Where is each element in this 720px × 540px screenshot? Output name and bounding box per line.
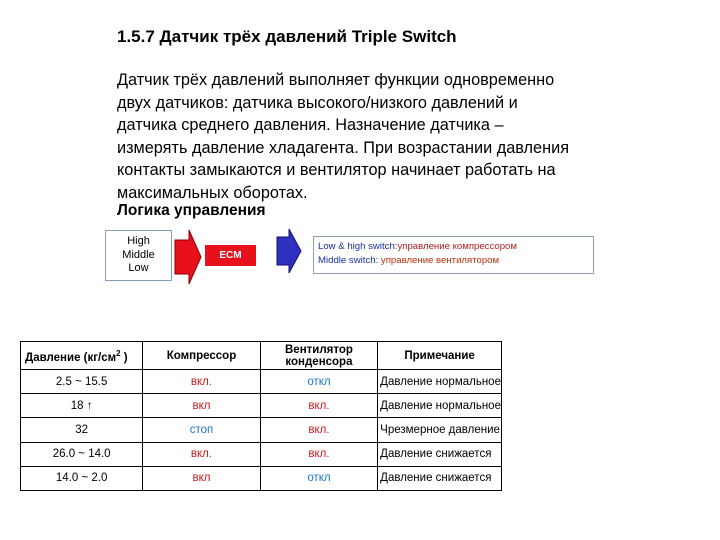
header-fan: Вентилятор конденсора bbox=[260, 342, 377, 370]
output-row: Low & high switch:управление компрессором bbox=[318, 241, 517, 252]
cell-compressor: вкл. bbox=[143, 370, 260, 394]
paragraph-line: Датчик трёх давлений выполняет функции одновременно bbox=[117, 71, 555, 89]
description-paragraph bbox=[117, 69, 637, 204]
paragraph-line: контакты замыкаются и вентилятор начинает работать на bbox=[117, 161, 556, 179]
paragraph-line: измерять давление хладагента. При возрастании давления bbox=[117, 138, 570, 157]
red-arrow-icon bbox=[173, 228, 203, 286]
cell-compressor: вкл bbox=[143, 394, 260, 418]
cell-pressure: 32 bbox=[21, 418, 143, 442]
cell-fan: вкл. bbox=[260, 418, 377, 442]
cell-fan: откл bbox=[260, 466, 377, 490]
table-row bbox=[21, 418, 502, 442]
paragraph-line: двух датчиков: датчика высокого/низкого давлений и bbox=[117, 93, 518, 112]
outputs-box bbox=[313, 236, 594, 274]
pressure-inputs-box bbox=[105, 230, 172, 281]
cell-pressure: 2.5 ~ 15.5 bbox=[21, 370, 143, 394]
table-row bbox=[21, 394, 502, 418]
input-middle: Middle bbox=[122, 248, 155, 261]
cell-compressor: вкл bbox=[143, 466, 260, 490]
cell-fan: вкл. bbox=[260, 394, 377, 418]
page-title: 1.5.7 Датчик трёх давлений Triple Switch bbox=[117, 27, 457, 46]
cell-fan: откл bbox=[260, 370, 377, 394]
cell-pressure: 14.0 ~ 2.0 bbox=[21, 466, 143, 490]
table-row bbox=[21, 370, 502, 394]
table-row bbox=[21, 442, 502, 466]
table-header-row bbox=[21, 342, 502, 370]
cell-note: Давление снижается bbox=[378, 442, 502, 466]
cell-pressure: 26.0 ~ 14.0 bbox=[21, 442, 143, 466]
header-pressure: Давление ($кг/см^2$ ) bbox=[21, 342, 143, 370]
cell-note: Давление снижается bbox=[378, 466, 502, 490]
paragraph-line: датчика среднего давления. Назначение датчика – bbox=[117, 116, 504, 134]
header-note: Примечание bbox=[378, 342, 502, 370]
table-row bbox=[21, 466, 502, 490]
cell-note: Давление нормальное bbox=[378, 370, 502, 394]
cell-fan: вкл. bbox=[260, 442, 377, 466]
cell-compressor: стоп bbox=[143, 418, 260, 442]
input-high: High bbox=[127, 235, 150, 247]
control-logic-heading: Логика управления bbox=[117, 202, 266, 219]
cell-pressure: 18 ↑ bbox=[21, 394, 143, 418]
paragraph-line: максимальных оборотах. bbox=[117, 183, 308, 202]
header-compressor: Компрессор bbox=[143, 342, 260, 370]
cell-note: Давление нормальное bbox=[378, 394, 502, 418]
ecm-block: ECM bbox=[205, 245, 256, 266]
cell-compressor: вкл. bbox=[143, 442, 260, 466]
blue-arrow-icon bbox=[276, 228, 302, 274]
output-row: Middle switch: управление вентилятором bbox=[318, 255, 500, 266]
cell-note: Чрезмерное давление bbox=[378, 418, 502, 442]
input-low: Low bbox=[128, 262, 149, 274]
pressure-table bbox=[20, 341, 502, 491]
